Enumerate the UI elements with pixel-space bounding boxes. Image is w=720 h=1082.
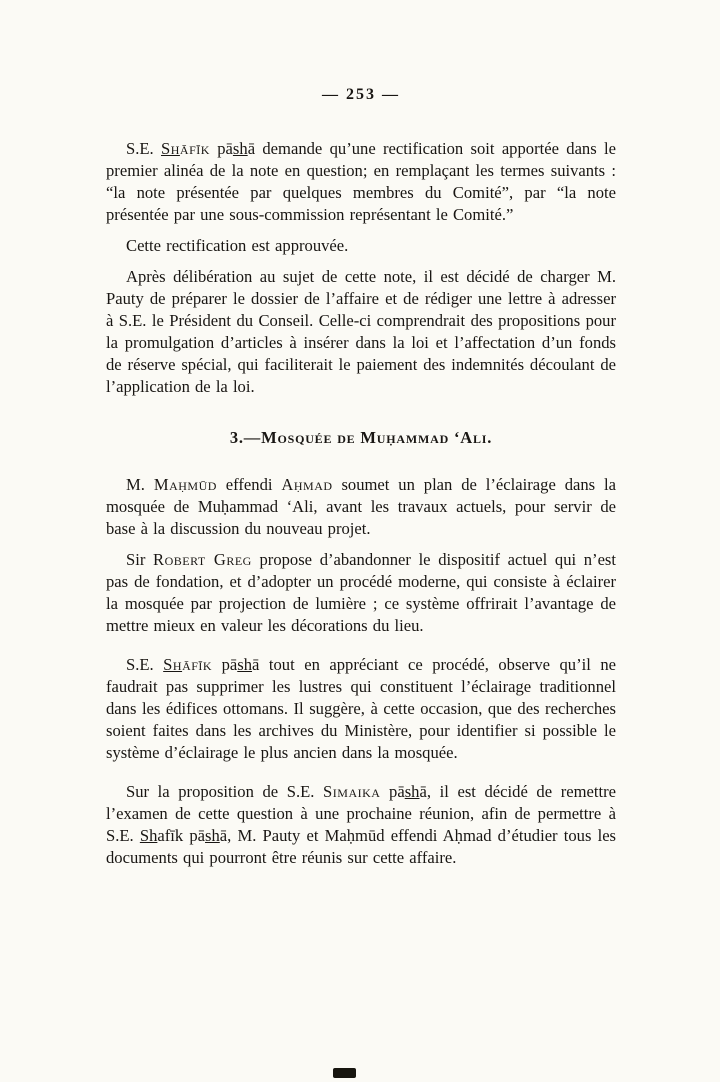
body-text: ā, il est décidé de remettre l’examen de cette question à une prochaine réunion, afin de permettre à S.E. (106, 782, 616, 845)
body-text: ā tout en appréciant ce procédé, observe qu’il ne faudrait pas supprimer les lustres qui constituent l’éclairage traditionnel dans les édifices ottomans. Il suggère, à cette occasion, que des recherches soient faites dans les archives du Ministère, pour identifier si possible le système d’éclairage le plus ancien dans la mosquée. (106, 655, 617, 762)
paragraph-simaika-proposition (106, 781, 616, 869)
body-text: propose d’abandonner le dispositif actuel qui n’est pas de fondation, et d’adopter un procédé moderne, qui consiste à éclairer la mosquée par projection de lumière ; ce système offrirait l’avantage de mettre mieux en valeur les décorations du lieu. (106, 550, 617, 635)
body-text: Sir (126, 550, 154, 569)
styled-name-text: Simaika (323, 782, 381, 801)
body-text: soumet un plan de l’éclairage dans la mosquée de Muḥammad ‘Ali, avant les travaux actuels, pour servir de base à la discussion du nouveau projet. (106, 475, 616, 538)
paragraph-robert-greg (106, 549, 616, 637)
styled-name-text: Robert Greg (153, 550, 252, 569)
styled-name-text: Sh (161, 139, 180, 158)
styled-name-text: āfīk (179, 139, 210, 158)
body-text: ā demande qu’une rectification soit apportée dans le premier alinéa de la note en question; en remplaçant les termes suivants : “la note présentée par quelques membres du Comité”, par “la note présentée par une sous-commission représentant le Comité.” (106, 139, 616, 224)
body-text: afīk pā (157, 826, 206, 845)
body-text: M. (126, 475, 154, 494)
body-text: Cette rectification est approuvée. (126, 236, 349, 255)
body-text: S.E. (126, 655, 164, 674)
styled-name-text: Maḥmūd (153, 475, 217, 494)
body-text: Sur la proposition de S.E. (126, 782, 324, 801)
body-text: Après délibération au sujet de cette note, il est décidé de charger M. Pauty de préparer le dossier de l’affaire et de rédiger une lettre à adresser à S.E. le Président du Conseil. Celle-ci comprendrait des propositions pour la promulgation d’articles à insérer dans la loi et l’affectation d’un fonds de réserve spécial, qui faciliterait le paiement des indemnités découlant de l’application de la loi. (106, 267, 616, 396)
paragraph-mahmud-plan (106, 474, 616, 540)
body-text: pā (209, 139, 233, 158)
styled-name-text: Sh (139, 826, 158, 845)
scan-artifact-mark (333, 1068, 356, 1078)
body-text: pā (380, 782, 405, 801)
paragraph-deliberation (106, 266, 616, 398)
body-text: S.E. (126, 139, 161, 158)
styled-name-text: sh (205, 826, 220, 845)
page-number: — 253 — (322, 86, 400, 103)
paragraph-shafik-observation (106, 654, 616, 764)
paragraph-approval (106, 235, 616, 257)
styled-name-text: āfīk (182, 655, 213, 674)
body-text: ā, M. Pauty et Maḥmūd effendi Aḥmad d’étudier tous les documents qui pourront être réunis sur cette affaire. (106, 826, 617, 867)
body-text: pā (212, 655, 238, 674)
styled-name-text: sh (237, 655, 253, 674)
styled-name-text: sh (232, 139, 248, 158)
section-heading: 3.—Mosquée de Muḥammad ‘Ali. (229, 428, 493, 447)
styled-name-text: sh (404, 782, 420, 801)
body-text: effendi (216, 475, 282, 494)
paragraph-rectification (106, 138, 616, 226)
styled-name-text: Sh (163, 655, 183, 674)
styled-name-text: Aḥmad (281, 475, 333, 494)
